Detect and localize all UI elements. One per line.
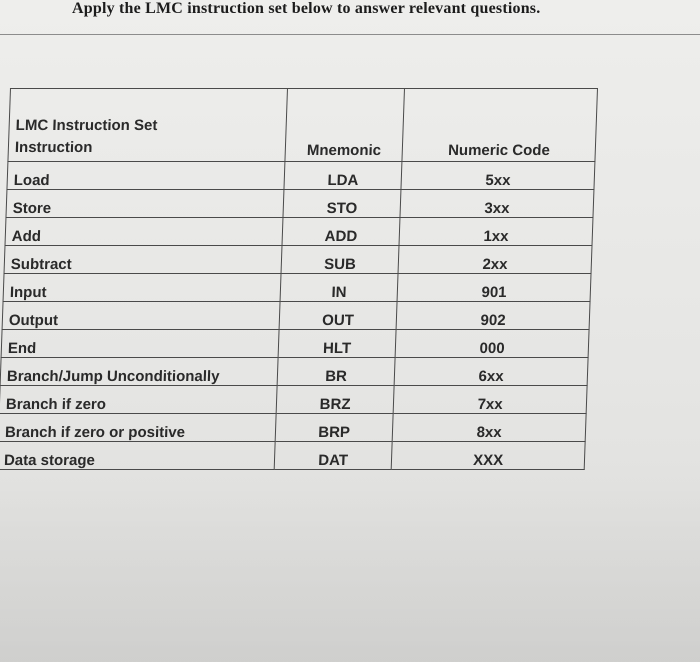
table-row xyxy=(0,386,587,414)
table-header-row xyxy=(8,89,598,162)
numeric-code-cell: 8xx xyxy=(392,414,586,442)
numeric-code-cell: 3xx xyxy=(400,190,594,218)
mnemonic-cell: LDA xyxy=(284,162,402,190)
heading-divider xyxy=(0,34,700,35)
instruction-cell: Input xyxy=(3,274,281,302)
numeric-code-cell: 000 xyxy=(395,330,589,358)
table-row xyxy=(0,442,585,470)
table-row xyxy=(1,330,589,358)
numeric-code-cell: 5xx xyxy=(401,162,595,190)
mnemonic-column-header: Mnemonic xyxy=(285,89,405,162)
instruction-column-header: Instruction xyxy=(14,139,93,156)
table-row xyxy=(7,162,595,190)
instruction-header-cell xyxy=(8,89,288,162)
table-row xyxy=(3,274,591,302)
instruction-cell: Load xyxy=(7,162,285,190)
mnemonic-cell: SUB xyxy=(281,246,399,274)
instruction-cell: Branch/Jump Unconditionally xyxy=(0,358,278,386)
numeric-code-cell: 1xx xyxy=(399,218,593,246)
numeric-code-cell: 7xx xyxy=(393,386,587,414)
table-row xyxy=(5,218,593,246)
mnemonic-cell: BRP xyxy=(275,414,393,442)
lmc-instruction-table xyxy=(0,88,598,470)
table-row xyxy=(0,414,586,442)
mnemonic-cell: BRZ xyxy=(276,386,394,414)
table-row xyxy=(4,246,592,274)
mnemonic-cell: DAT xyxy=(274,442,392,470)
lmc-instruction-table-container xyxy=(0,88,598,469)
mnemonic-cell: STO xyxy=(283,190,401,218)
instruction-cell: Branch if zero or positive xyxy=(0,414,276,442)
table-row xyxy=(2,302,590,330)
instruction-cell: Output xyxy=(2,302,280,330)
instruction-cell: End xyxy=(1,330,279,358)
instruction-cell: Add xyxy=(5,218,283,246)
mnemonic-cell: OUT xyxy=(279,302,397,330)
mnemonic-cell: IN xyxy=(280,274,398,302)
mnemonic-cell: BR xyxy=(277,358,395,386)
numeric-code-cell: 6xx xyxy=(394,358,588,386)
table-row xyxy=(0,358,588,386)
instruction-cell: Branch if zero xyxy=(0,386,277,414)
numeric-code-cell: 902 xyxy=(396,302,590,330)
photo-shadow xyxy=(0,470,700,662)
instruction-set-title: LMC Instruction Set xyxy=(15,117,158,134)
numeric-code-cell: 901 xyxy=(397,274,591,302)
mnemonic-cell: HLT xyxy=(278,330,396,358)
instruction-cell: Subtract xyxy=(4,246,282,274)
numeric-code-cell: XXX xyxy=(392,442,586,470)
instruction-cell: Store xyxy=(6,190,284,218)
numeric-code-column-header: Numeric Code xyxy=(402,89,597,162)
mnemonic-cell: ADD xyxy=(282,218,400,246)
table-row xyxy=(6,190,594,218)
instruction-cell: Data storage xyxy=(0,442,275,470)
question-heading: Apply the LMC instruction set below to answer relevant questions. xyxy=(72,0,541,17)
numeric-code-cell: 2xx xyxy=(398,246,592,274)
